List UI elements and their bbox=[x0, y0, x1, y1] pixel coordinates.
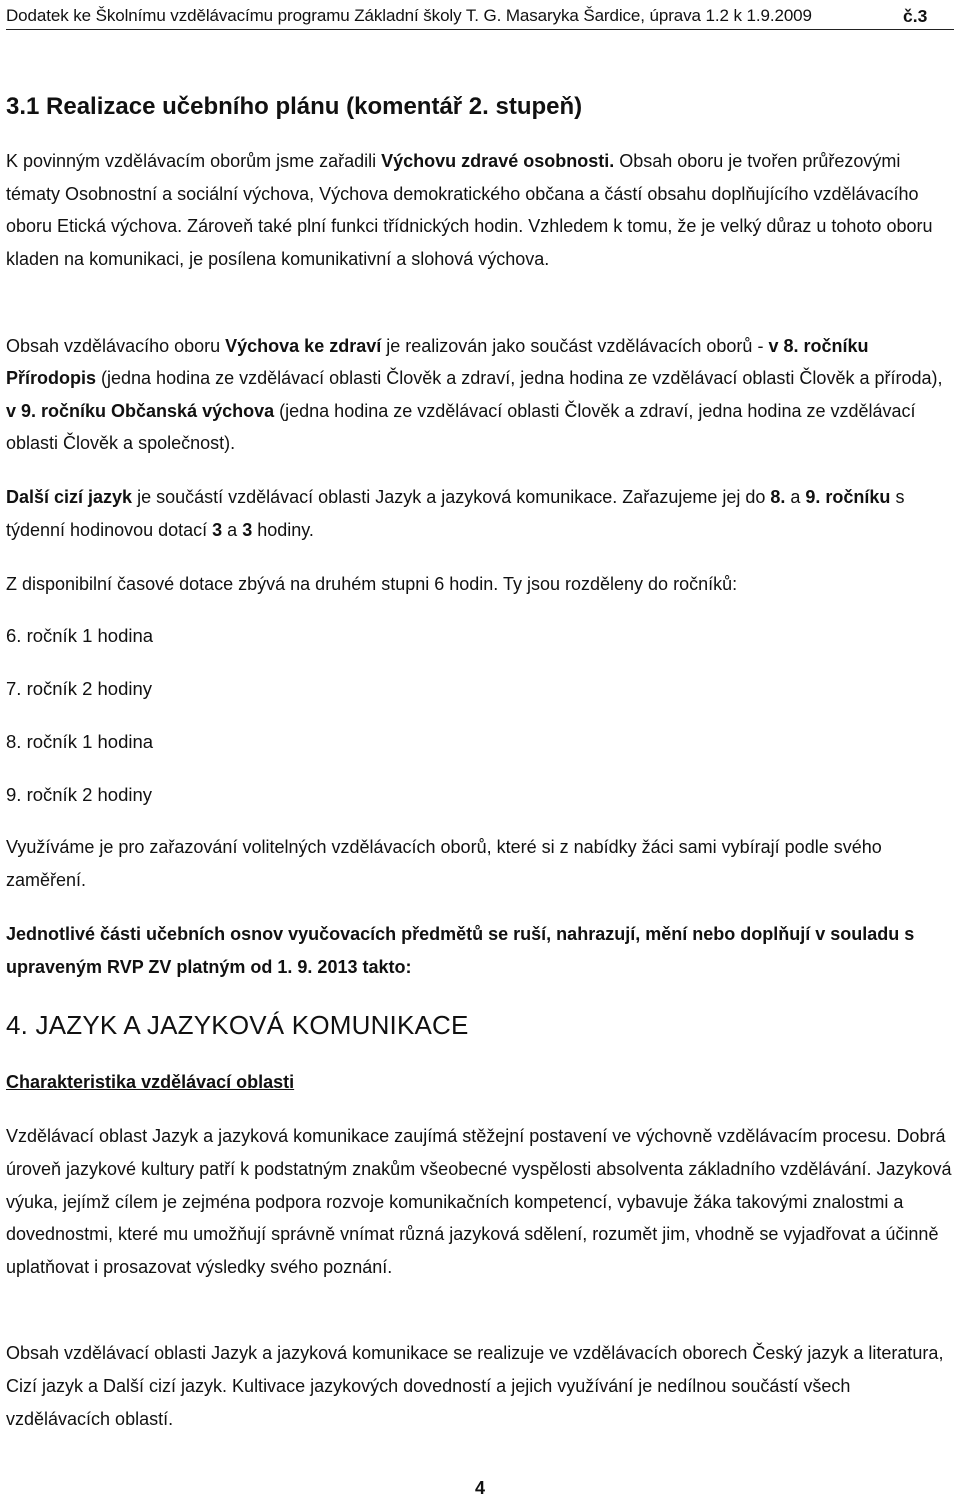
paragraph-health-education bbox=[6, 145, 956, 275]
paragraph-area-content: Obsah vzdělávací oblasti Jazyk a jazyková komunikace se realizuje ve vzdělávacích oborech Český jazyk a literatura, Cizí jazyk a Další cizí jazyk. Kultivace jazykových dovedností a jejich využívání je nedílnou součástí všech vzdělávacích oblastí. bbox=[6, 1343, 944, 1429]
bold-run: 3 bbox=[212, 519, 223, 540]
text-run: a bbox=[785, 487, 806, 507]
page-number: 4 bbox=[475, 1478, 486, 1498]
header-text: Dodatek ke Školnímu vzdělávacímu programu Základní školy T. G. Masaryka Šardice, úprava 1.2 k 1.9.2009 bbox=[6, 6, 812, 25]
text-run: (jedna hodina ze vzdělávací oblasti Člověk a zdraví, jedna hodina ze vzdělávací oblasti Člověk a příroda), bbox=[96, 368, 943, 389]
bold-run: 8. bbox=[770, 487, 786, 507]
text-run: s týdenní hodinovou dotací bbox=[6, 487, 905, 540]
paragraph-electives: Využíváme je pro zařazování volitelných vzdělávacích oborů, které si z nabídky žáci sami vybírají podle svého zaměření. bbox=[6, 837, 882, 890]
paragraph-area-characteristics: Vzdělávací oblast Jazyk a jazyková komunikace zaujímá stěžejní postavení ve výchovně vzdělávacím procesu. Dobrá úroveň jazykové kultury patří k podstatným znakům všeobecné vyspělosti absolventa základního vzdělávání. Jazyková výuka, jejímž cílem je zejména podpora rozvoje komunikačních kompetencí, vybavuje žáka takovými znalostmi a dovednostmi, které mu umožňují správně vnímat různá jazyková sdělení, rozumět jim, vhodně se vyjadřovat a účinně uplatňovat i prosazovat výsledky svého poznání. bbox=[6, 1126, 952, 1278]
paragraph-second-language bbox=[6, 481, 956, 546]
text-run: hodiny. bbox=[252, 519, 314, 540]
text-run: Obsah vzdělávacího oboru bbox=[6, 336, 226, 356]
bold-run: 9. ročníku bbox=[805, 487, 891, 507]
text-run: je součástí vzdělávací oblasti Jazyk a jazyková komunikace. Zařazujeme jej do bbox=[132, 487, 771, 507]
text-run: K povinným vzdělávacím oborům jsme zařadili bbox=[6, 151, 382, 171]
bold-run: Další cizí jazyk bbox=[6, 487, 133, 507]
grade-hours-item: 7. ročník 2 hodiny bbox=[6, 678, 153, 699]
header-divider bbox=[6, 29, 954, 30]
grade-hours-item: 9. ročník 2 hodiny bbox=[6, 784, 153, 805]
bold-run: Výchova ke zdraví bbox=[225, 336, 382, 356]
paragraph-curriculum-changes: Jednotlivé části učebních osnov vyučovacích předmětů se ruší, nahrazují, mění nebo doplňují v souladu s upraveným RVP ZV platným od 1. 9. 2013 takto: bbox=[6, 924, 915, 977]
grade-hours-item: 8. ročník 1 hodina bbox=[6, 731, 154, 752]
paragraph-health-subject bbox=[6, 330, 956, 460]
text-run: Obsah oboru je tvořen průřezovými tématy Osobnostní a sociální výchova, Výchova demokratického občana a částí obsahu doplňujícího vzdělávacího oboru Etická výchova. Zároveň také plní funkci třídnických hodin. Vzhledem k tomu, že je velký důraz u tohoto oboru kladen na komunikaci, je posílena komunikativní a slohová výchova. bbox=[6, 151, 933, 269]
chapter-title: 3.1 Realizace učebního plánu (komentář 2. stupeň) bbox=[6, 93, 583, 120]
text-run: a bbox=[222, 519, 243, 540]
bold-run: v 8. ročníku Přírodopis bbox=[6, 336, 869, 389]
text-run: je realizován jako součást vzdělávacích oborů - bbox=[381, 336, 769, 356]
header-document-number: č.3 bbox=[903, 6, 928, 26]
grade-hours-item: 6. ročník 1 hodina bbox=[6, 625, 154, 646]
page-header bbox=[6, 4, 954, 28]
section-title: 4. JAZYK A JAZYKOVÁ KOMUNIKACE bbox=[6, 1010, 469, 1040]
bold-run: Výchovu zdravé osobnosti. bbox=[381, 151, 615, 171]
text-run: (jedna hodina ze vzdělávací oblasti Člověk a zdraví, jedna hodina ze vzdělávací oblasti Člověk a společnost). bbox=[6, 400, 916, 454]
subsection-title: Charakteristika vzdělávací oblasti bbox=[6, 1072, 295, 1092]
paragraph-available-hours: Z disponibilní časové dotace zbývá na druhém stupni 6 hodin. Ty jsou rozděleny do ročníků: bbox=[6, 574, 738, 594]
bold-run: 3 bbox=[242, 519, 253, 540]
bold-run: v 9. ročníku Občanská výchova bbox=[6, 400, 275, 421]
